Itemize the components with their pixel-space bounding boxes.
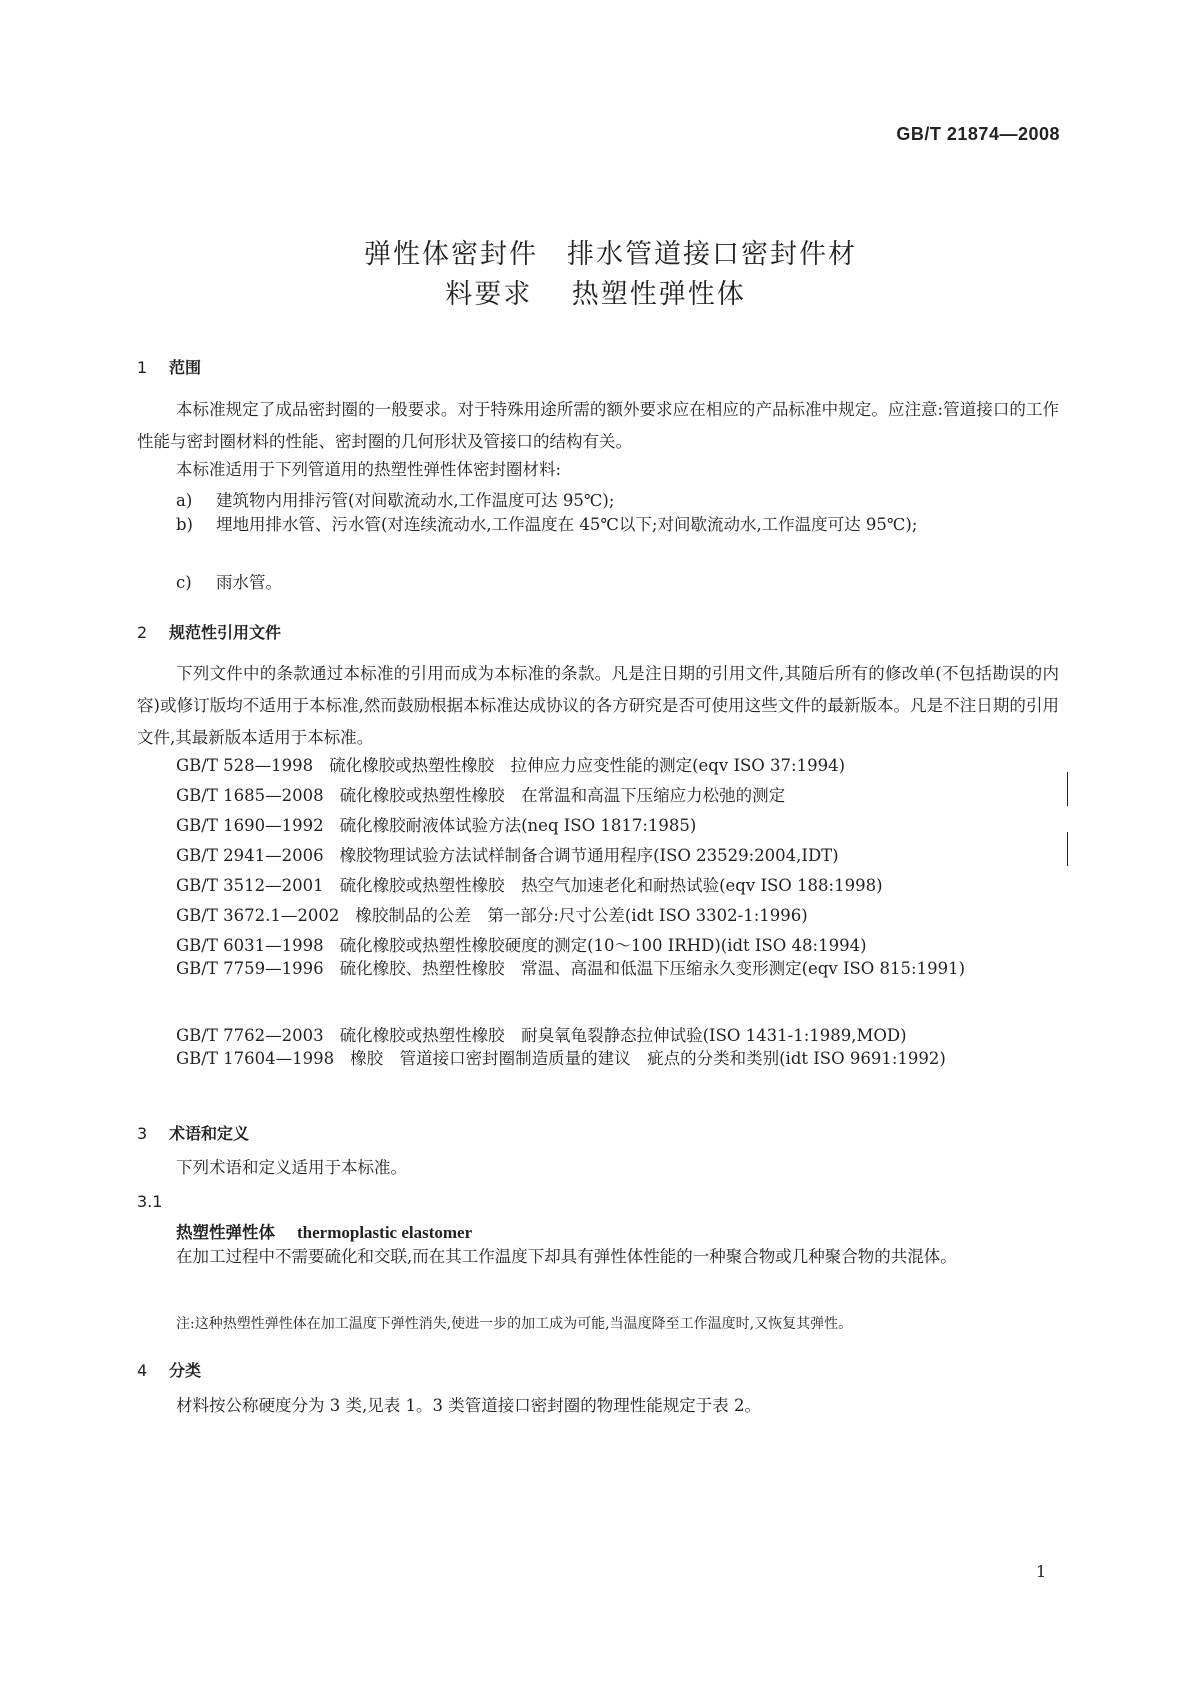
reference-item <box>176 752 845 776</box>
term-note: 注:这种热塑性弹性体在加工温度下弹性消失,使进一步的加工成为可能,当温度降至工作温度时,又恢复其弹性。 <box>176 1316 853 1332</box>
reference-item <box>176 842 839 866</box>
reference-code: GB/T 2941—2006 <box>176 846 324 865</box>
reference-code: GB/T 3512—2001 <box>176 876 324 895</box>
scope-paragraph-2: 本标准适用于下列管道用的热塑性弹性体密封圈材料: <box>176 460 562 479</box>
scope-paragraph-1: 本标准规定了成品密封圈的一般要求。对于特殊用途所需的额外要求应在相应的产品标准中规定。应注意:管道接口的工作性能与密封圈材料的性能、密封圈的几何形状及管接口的结构有关。 <box>137 400 1059 451</box>
reference-code: GB/T 528—1998 <box>176 756 314 775</box>
reference-item <box>176 812 696 836</box>
document-title-line-1: 弹性体密封件 排水管道接口密封件材 <box>364 239 857 270</box>
list-label: b) <box>176 515 193 534</box>
reference-title: 硫化橡胶或热塑性橡胶 拉伸应力应变性能的测定(eqv ISO 37:1994) <box>329 756 846 775</box>
scope-item-c <box>176 575 282 592</box>
list-label: a) <box>176 491 193 510</box>
section-number: 2 <box>137 623 148 642</box>
section-title: 范围 <box>169 358 202 377</box>
normative-intro: 下列文件中的条款通过本标准的引用而成为本标准的条款。凡是注日期的引用文件,其随后所有的修改单(不包括勘误的内容)或修订版均不适用于本标准,然而鼓励根据本标准达成协议的各方研究是否可使用这些文件的最新版本。凡是不注日期的引用文件,其最新版本适用于本标准。 <box>137 664 1059 747</box>
section-number: 1 <box>137 358 148 377</box>
reference-code: GB/T 6031—1998 <box>176 936 324 955</box>
reference-title: 橡胶 管道接口密封圈制造质量的建议 疵点的分类和类别(idt ISO 9691:1992) <box>350 1049 946 1068</box>
section-1-heading <box>137 355 201 378</box>
reference-title: 橡胶制品的公差 第一部分:尺寸公差(idt ISO 3302-1:1996) <box>355 906 808 925</box>
term-heading <box>176 1224 472 1242</box>
standard-number: GB/T 21874—2008 <box>896 124 1060 144</box>
term-chinese: 热塑性弹性体 <box>176 1223 275 1242</box>
reference-title: 硫化橡胶或热塑性橡胶 耐臭氧龟裂静态拉伸试验(ISO 1431-1:1989,MOD) <box>339 1026 907 1045</box>
terms-intro: 下列术语和定义适用于本标准。 <box>176 1158 407 1177</box>
reference-item <box>137 1043 1059 1074</box>
reference-code: GB/T 1685—2008 <box>176 786 324 805</box>
section-2-heading <box>137 620 281 643</box>
term-definition: 在加工过程中不需要硫化和交联,而在其工作温度下却具有弹性体性能的一种聚合物或几种聚合物的共混体。 <box>176 1247 957 1266</box>
reference-title: 硫化橡胶或热塑性橡胶 在常温和高温下压缩应力松弛的测定 <box>339 786 786 805</box>
classification-text: 材料按公称硬度分为 3 类,见表 1。3 类管道接口密封圈的物理性能规定于表 2。 <box>176 1396 761 1415</box>
reference-code: GB/T 17604—1998 <box>176 1049 335 1068</box>
page-number: 1 <box>1036 1562 1047 1581</box>
revision-bar <box>1067 832 1068 866</box>
scope-item-b <box>176 509 1059 541</box>
reference-item <box>176 902 808 926</box>
section-number: 4 <box>137 1361 148 1380</box>
reference-code: GB/T 7759—1996 <box>176 959 324 978</box>
reference-item <box>137 953 1059 984</box>
reference-title: 橡胶物理试验方法试样制备合调节通用程序(ISO 23529:2004,IDT) <box>339 846 839 865</box>
reference-title: 硫化橡胶或热塑性橡胶 热空气加速老化和耐热试验(eqv ISO 188:1998) <box>339 876 883 895</box>
list-text: 建筑物内用排污管(对间歇流动水,工作温度可达 95℃); <box>216 491 615 510</box>
reference-item <box>176 782 785 806</box>
reference-title: 硫化橡胶或热塑性橡胶硬度的测定(10～100 IRHD)(idt ISO 48:1994) <box>339 936 867 955</box>
reference-code: GB/T 3672.1—2002 <box>176 906 340 925</box>
revision-bar <box>1067 772 1068 806</box>
reference-code: GB/T 1690—1992 <box>176 816 324 835</box>
reference-item <box>176 872 883 896</box>
list-text: 埋地用排水管、污水管(对连续流动水,工作温度在 45℃以下;对间歇流动水,工作温度可达 95℃); <box>216 515 918 534</box>
list-label: c) <box>176 573 192 592</box>
term-english: thermoplastic elastomer <box>297 1223 473 1242</box>
term-number: 3.1 <box>137 1192 163 1211</box>
scope-item-a <box>176 493 614 510</box>
section-number: 3 <box>137 1124 148 1143</box>
section-title: 术语和定义 <box>169 1124 250 1143</box>
section-title: 分类 <box>169 1361 202 1380</box>
document-title-line-2: 料要求 热塑性弹性体 <box>445 279 746 310</box>
reference-code: GB/T 7762—2003 <box>176 1026 324 1045</box>
reference-title: 硫化橡胶、热塑性橡胶 常温、高温和低温下压缩永久变形测定(eqv ISO 815:1991) <box>339 959 966 978</box>
section-4-heading <box>137 1358 201 1381</box>
reference-title: 硫化橡胶耐液体试验方法(neq ISO 1817:1985) <box>339 816 697 835</box>
list-text: 雨水管。 <box>216 573 282 592</box>
section-3-heading <box>137 1121 249 1144</box>
section-title: 规范性引用文件 <box>169 623 282 642</box>
